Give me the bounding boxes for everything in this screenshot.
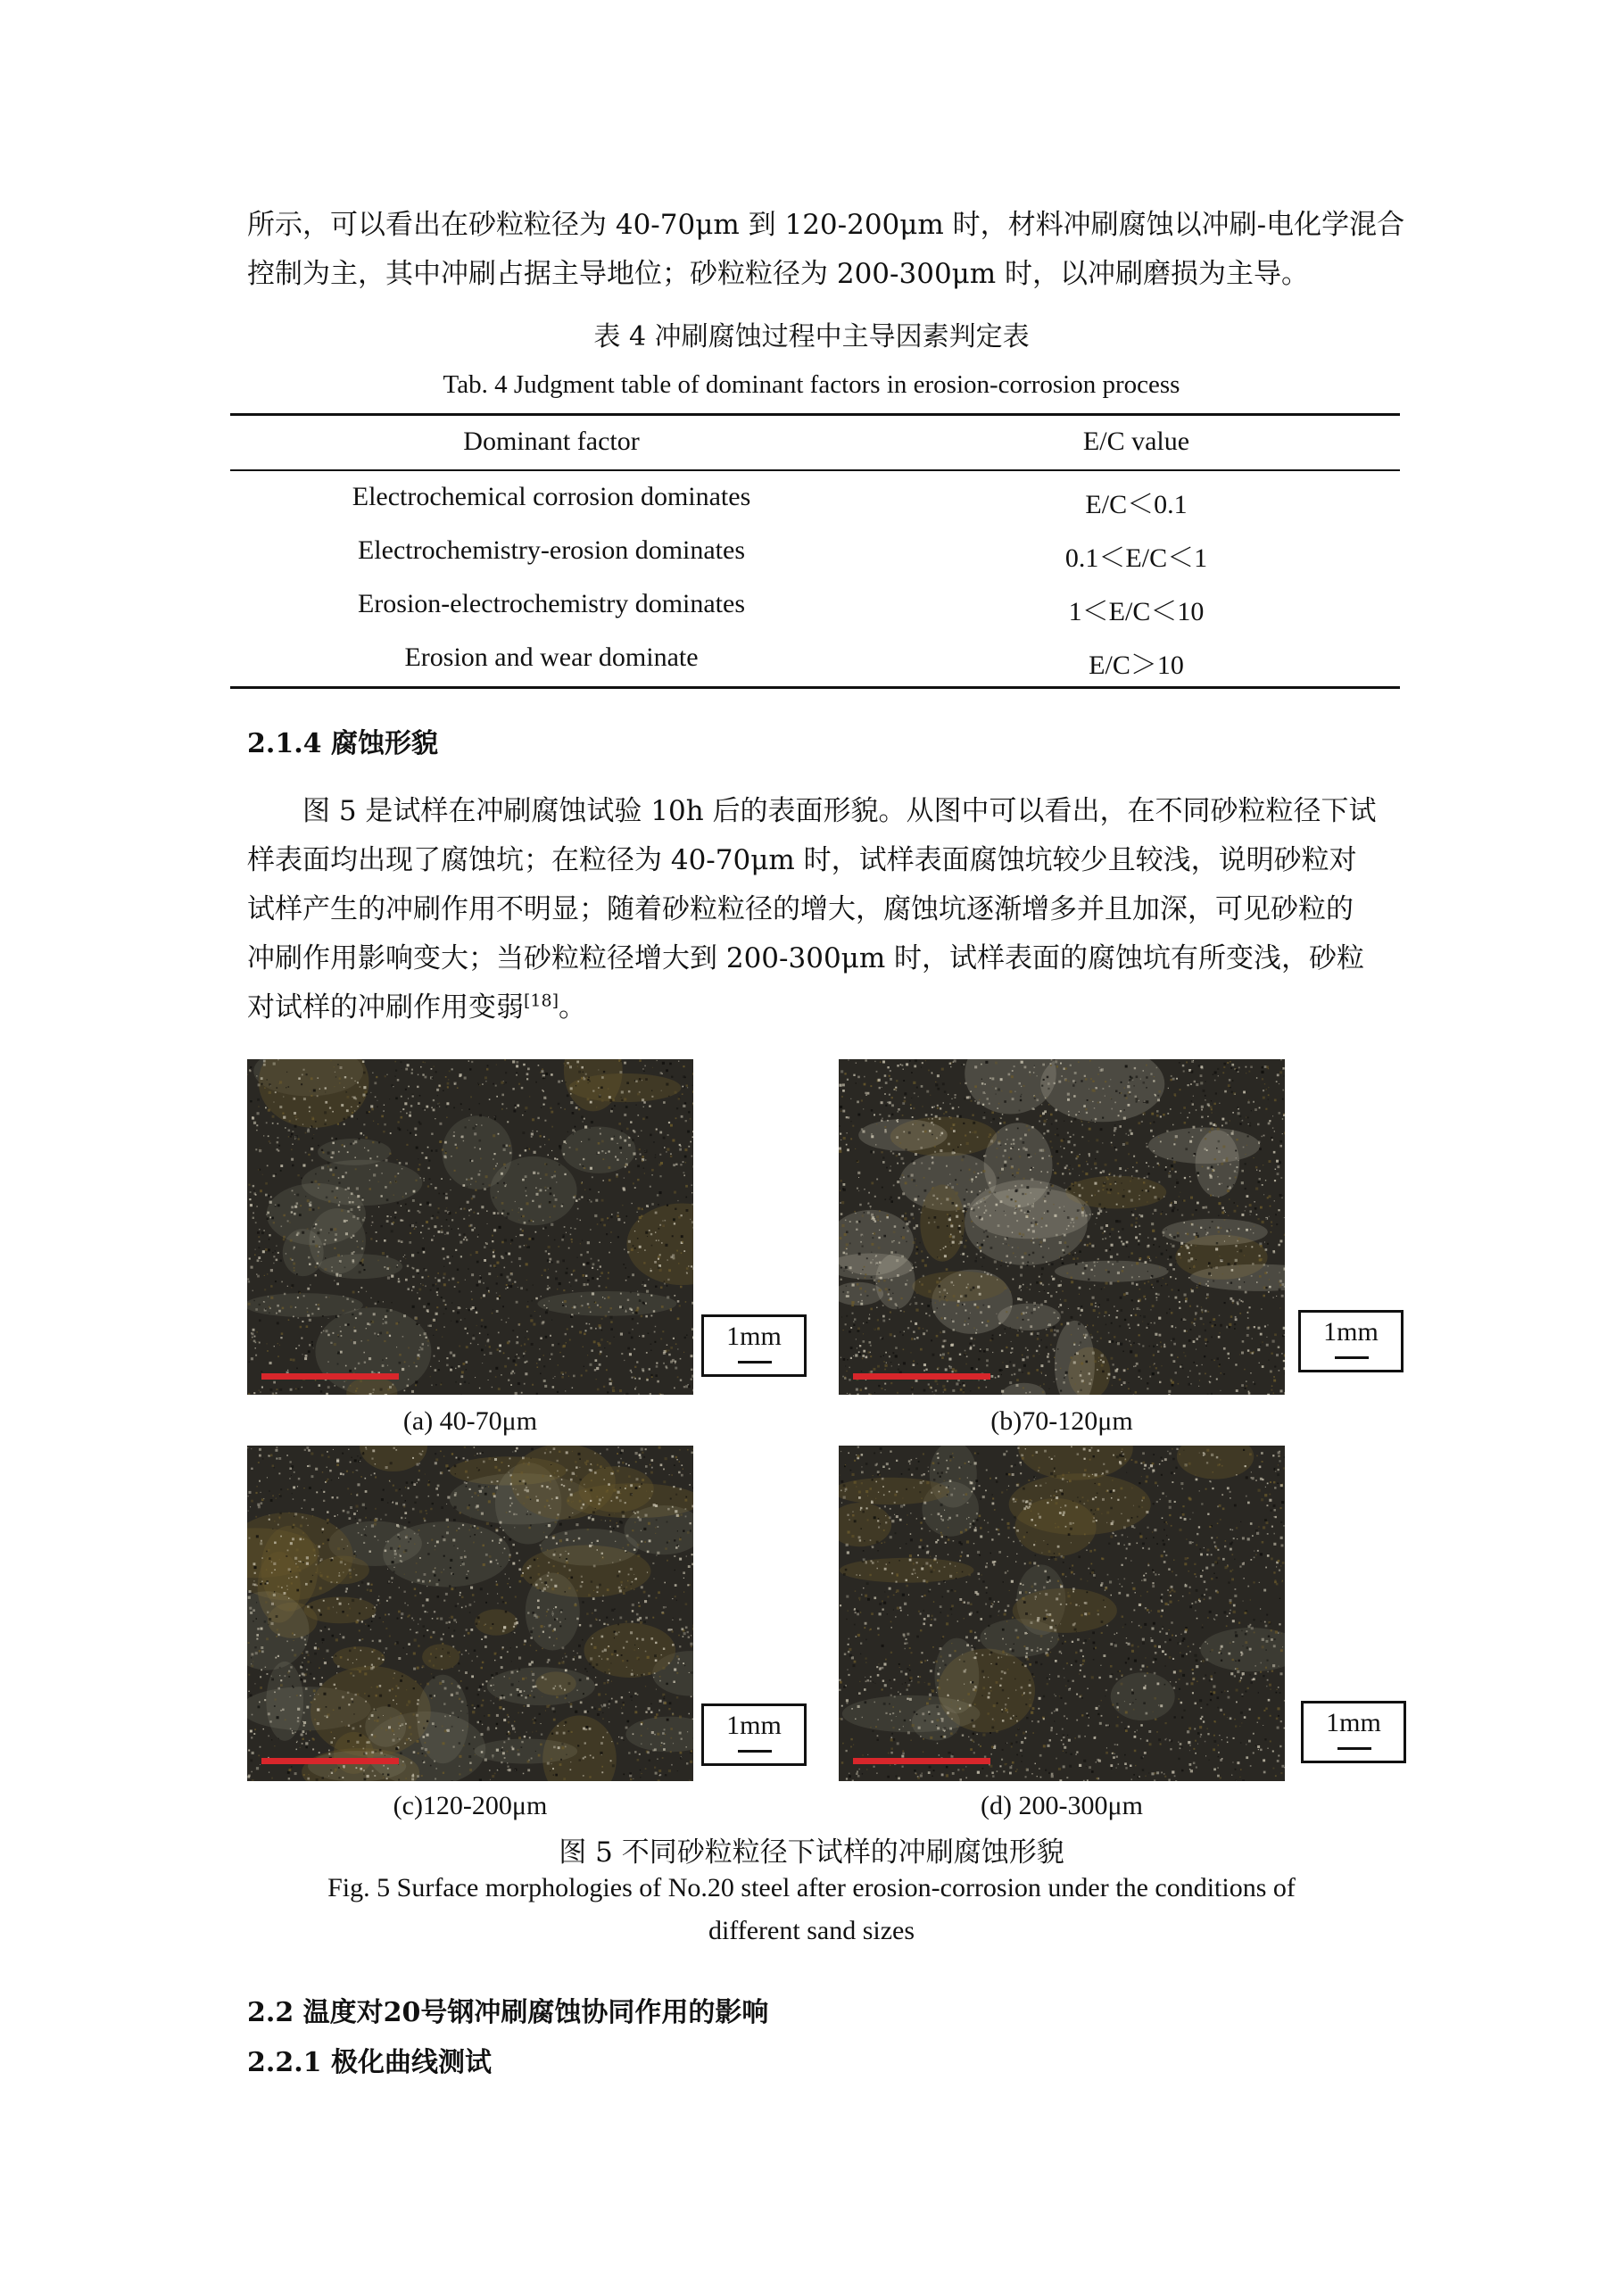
scale-tick <box>1335 1356 1369 1359</box>
scale-label: 1mm <box>1326 1708 1381 1737</box>
scale-tick <box>738 1361 772 1364</box>
panel-caption-c: (c)120-200μm <box>393 1791 548 1820</box>
table-cell-ec: 0.1＜E/C＜1 <box>1064 543 1208 573</box>
table-cell-factor: Erosion-electrochemistry dominates <box>357 589 746 618</box>
intro-paragraph <box>247 201 1405 299</box>
table-cell-ec: 1＜E/C＜10 <box>1068 597 1205 626</box>
table-top-rule <box>230 413 1400 416</box>
paragraph-line: 图 5 是试样在冲刷腐蚀试验 10h 后的表面形貌。从图中可以看出，在不同砂粒粒径下试 <box>302 795 1377 827</box>
scale-tick <box>1337 1747 1371 1750</box>
scale-bar <box>261 1758 399 1764</box>
scale-label-box-c <box>701 1703 807 1766</box>
intro-line-1: 所示，可以看出在砂粒粒径为 40-70μm 到 120-200μm 时，材料冲刷腐蚀以冲刷-电化学混合 <box>247 209 1405 241</box>
table-cell-ec: E/C＜0.1 <box>1085 490 1188 519</box>
citation-ref: [18] <box>524 991 559 1011</box>
intro-line-2: 控制为主，其中冲刷占据主导地位；砂粒粒径为 200-300μm 时，以冲刷磨损为主导。 <box>247 258 1310 290</box>
table-header-factor: Dominant factor <box>463 427 640 456</box>
scale-label-box-a <box>701 1314 807 1377</box>
table-cell-factor: Electrochemical corrosion dominates <box>352 482 751 511</box>
section-heading: 2.1.4 腐蚀形貌 <box>247 728 438 759</box>
micrograph-b <box>839 1059 1285 1395</box>
section-heading: 2.2.1 极化曲线测试 <box>247 2047 492 2078</box>
table-caption-cn: 表 4 冲刷腐蚀过程中主导因素判定表 <box>593 321 1030 352</box>
figure-caption-en-line2: different sand sizes <box>708 1916 915 1945</box>
scale-bar <box>261 1373 399 1380</box>
table-cell-factor: Erosion and wear dominate <box>404 642 699 672</box>
panel-caption-d: (d) 200-300μm <box>981 1791 1143 1820</box>
table-cell-ec: E/C＞10 <box>1089 651 1184 680</box>
scale-label: 1mm <box>726 1711 782 1740</box>
scale-tick <box>738 1750 772 1753</box>
scale-bar <box>853 1373 990 1380</box>
figure-caption-cn: 图 5 不同砂粒粒径下试样的冲刷腐蚀形貌 <box>559 1836 1064 1869</box>
figure-caption-en-line1: Fig. 5 Surface morphologies of No.20 steel after erosion-corrosion under the conditions of <box>327 1873 1296 1902</box>
panel-caption-a: (a) 40-70μm <box>402 1406 538 1436</box>
section-heading: 2.2 温度对20号钢冲刷腐蚀协同作用的影响 <box>247 1997 769 2028</box>
paragraph-line: 试样产生的冲刷作用不明显；随着砂粒粒径的增大，腐蚀坑逐渐增多并且加深，可见砂粒的 <box>247 893 1354 925</box>
scale-label: 1mm <box>1323 1317 1379 1347</box>
micrograph-b-texture <box>839 1059 1285 1395</box>
micrograph-c <box>247 1446 693 1781</box>
paragraph-last-line <box>247 983 1387 1032</box>
scale-label: 1mm <box>726 1322 782 1351</box>
table-caption-en: Tab. 4 Judgment table of dominant factors in erosion-corrosion process <box>443 370 1180 399</box>
scale-label-box-d <box>1301 1701 1406 1763</box>
scale-label-box-b <box>1298 1310 1404 1372</box>
table-header-rule <box>230 469 1400 471</box>
micrograph-d <box>839 1446 1285 1781</box>
section-214-paragraph <box>247 787 1387 1032</box>
table-header-ec: E/C value <box>1082 427 1190 456</box>
scale-bar <box>853 1758 990 1764</box>
paragraph-line: 冲刷作用影响变大；当砂粒粒径增大到 200-300μm 时，试样表面的腐蚀坑有所变浅，砂粒 <box>247 942 1365 974</box>
micrograph-d-texture <box>839 1446 1285 1781</box>
micrograph-a-texture <box>247 1059 693 1395</box>
micrograph-a <box>247 1059 693 1395</box>
table-cell-factor: Electrochemistry-erosion dominates <box>357 535 746 565</box>
panel-caption-b: (b)70-120μm <box>990 1406 1133 1436</box>
paragraph-line: 样表面均出现了腐蚀坑；在粒径为 40-70μm 时，试样表面腐蚀坑较少且较浅，说明砂粒对 <box>247 844 1357 876</box>
paragraph-end-mark: 。 <box>559 991 587 1024</box>
micrograph-c-texture <box>247 1446 693 1781</box>
table-bottom-rule <box>230 686 1400 689</box>
paragraph-last-text: 对试样的冲刷作用变弱 <box>247 991 524 1024</box>
